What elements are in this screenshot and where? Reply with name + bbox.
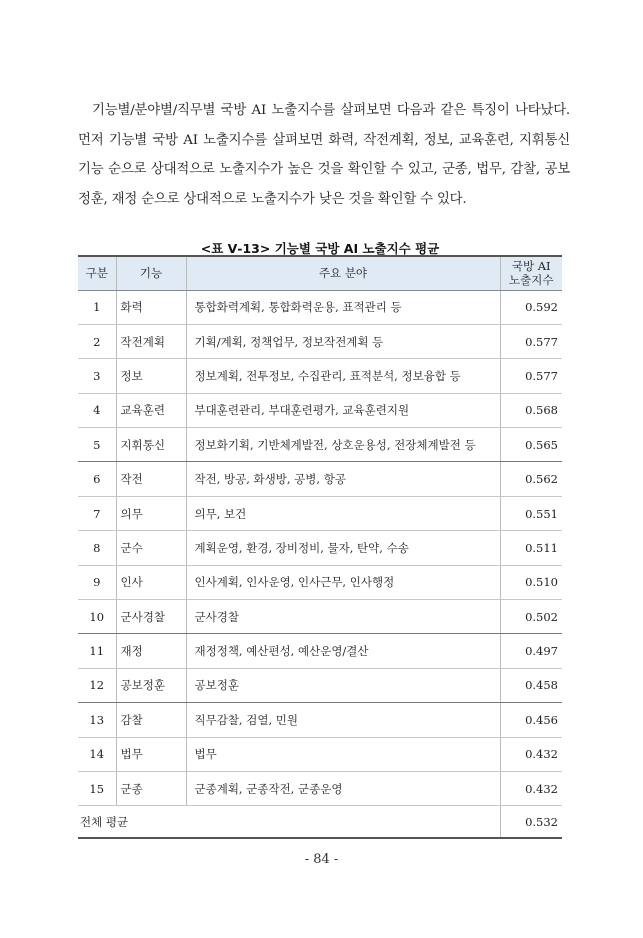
header-value-line2: 노출지수 <box>509 273 554 288</box>
row-number: 11 <box>78 634 116 668</box>
exposure-index-table <box>78 255 562 839</box>
row-area: 군종계획, 군종작전, 군종운영 <box>186 771 500 805</box>
row-area: 직무감찰, 검열, 민원 <box>186 703 500 737</box>
table-row <box>78 703 562 737</box>
row-area: 의무, 보건 <box>186 496 500 530</box>
header-value-line1: 국방 AI <box>511 259 551 274</box>
table-row <box>78 324 562 358</box>
table-caption: <표 Ⅴ-13> 기능별 국방 AI 노출지수 평균 <box>200 241 440 256</box>
row-function: 화력 <box>116 290 186 324</box>
row-function: 군수 <box>116 531 186 565</box>
table-header-row <box>78 256 562 290</box>
row-number: 5 <box>78 428 116 462</box>
row-number: 13 <box>78 703 116 737</box>
row-area: 인사계획, 인사운영, 인사근무, 인사행정 <box>186 565 500 599</box>
table-row <box>78 428 562 462</box>
row-function: 공보정훈 <box>116 668 186 702</box>
row-area: 통합화력계획, 통합화력운용, 표적관리 등 <box>186 290 500 324</box>
table-row <box>78 565 562 599</box>
row-value: 0.511 <box>500 531 562 565</box>
table-row <box>78 462 562 496</box>
row-value: 0.577 <box>500 359 562 393</box>
row-value: 0.432 <box>500 737 562 771</box>
table-row <box>78 531 562 565</box>
row-area: 정보계획, 전투정보, 수집관리, 표적분석, 정보융합 등 <box>186 359 500 393</box>
page-number: - 84 - <box>304 852 339 867</box>
row-area: 군사경찰 <box>186 600 500 634</box>
row-function: 교육훈련 <box>116 393 186 427</box>
table-row <box>78 290 562 324</box>
row-value: 0.510 <box>500 565 562 599</box>
row-value: 0.565 <box>500 428 562 462</box>
row-value: 0.592 <box>500 290 562 324</box>
body-paragraph: 기능별/분야별/직무별 국방 AI 노출지수를 살펴보면 다음과 같은 특징이 나타났다. 먼저 기능별 국방 AI 노출지수를 살펴보면 화력, 작전계획, 정보, 교육훈련, 지휘통신 기능 순으로 상대적으로 노출지수가 높은 것을 확인할 수 있고, 군종, 법무, 감찰, 공보정훈, 재정 순으로 상대적으로 노출지수가 낮은 것을 확인할 수 있다. <box>78 103 570 207</box>
table-row <box>78 634 562 668</box>
row-number: 15 <box>78 771 116 805</box>
row-function: 재정 <box>116 634 186 668</box>
row-area: 재정정책, 예산편성, 예산운영/결산 <box>186 634 500 668</box>
row-area: 부대훈련관리, 부대훈련평가, 교육훈련지원 <box>186 393 500 427</box>
total-row <box>78 806 562 838</box>
header-function: 기능 <box>116 256 186 290</box>
total-value: 0.532 <box>500 806 562 838</box>
row-function: 작전계획 <box>116 324 186 358</box>
table-row <box>78 668 562 702</box>
row-number: 2 <box>78 324 116 358</box>
row-area: 기획/계획, 정책업무, 정보작전계획 등 <box>186 324 500 358</box>
row-value: 0.551 <box>500 496 562 530</box>
row-value: 0.568 <box>500 393 562 427</box>
row-area: 정보화기획, 기반체계발전, 상호운용성, 전장체계발전 등 <box>186 428 500 462</box>
row-area: 계획운영, 환경, 장비정비, 물자, 탄약, 수송 <box>186 531 500 565</box>
row-value: 0.562 <box>500 462 562 496</box>
table-row <box>78 496 562 530</box>
row-function: 정보 <box>116 359 186 393</box>
row-number: 9 <box>78 565 116 599</box>
row-value: 0.432 <box>500 771 562 805</box>
row-number: 3 <box>78 359 116 393</box>
row-value: 0.577 <box>500 324 562 358</box>
row-number: 1 <box>78 290 116 324</box>
header-area: 주요 분야 <box>186 256 500 290</box>
row-number: 6 <box>78 462 116 496</box>
row-function: 인사 <box>116 565 186 599</box>
row-function: 작전 <box>116 462 186 496</box>
table-row <box>78 393 562 427</box>
row-value: 0.456 <box>500 703 562 737</box>
row-function: 군종 <box>116 771 186 805</box>
row-function: 감찰 <box>116 703 186 737</box>
row-area: 작전, 방공, 화생방, 공병, 항공 <box>186 462 500 496</box>
row-function: 지휘통신 <box>116 428 186 462</box>
row-area: 공보정훈 <box>186 668 500 702</box>
table-row <box>78 359 562 393</box>
row-number: 4 <box>78 393 116 427</box>
table-row <box>78 771 562 805</box>
row-number: 8 <box>78 531 116 565</box>
row-number: 7 <box>78 496 116 530</box>
row-value: 0.458 <box>500 668 562 702</box>
header-value <box>500 256 562 290</box>
row-number: 12 <box>78 668 116 702</box>
row-function: 의무 <box>116 496 186 530</box>
total-label: 전체 평균 <box>78 806 500 838</box>
row-area: 법무 <box>186 737 500 771</box>
row-function: 법무 <box>116 737 186 771</box>
row-number: 14 <box>78 737 116 771</box>
table-row <box>78 600 562 634</box>
row-value: 0.502 <box>500 600 562 634</box>
header-no: 구분 <box>78 256 116 290</box>
row-value: 0.497 <box>500 634 562 668</box>
row-number: 10 <box>78 600 116 634</box>
row-function: 군사경찰 <box>116 600 186 634</box>
table-row <box>78 737 562 771</box>
